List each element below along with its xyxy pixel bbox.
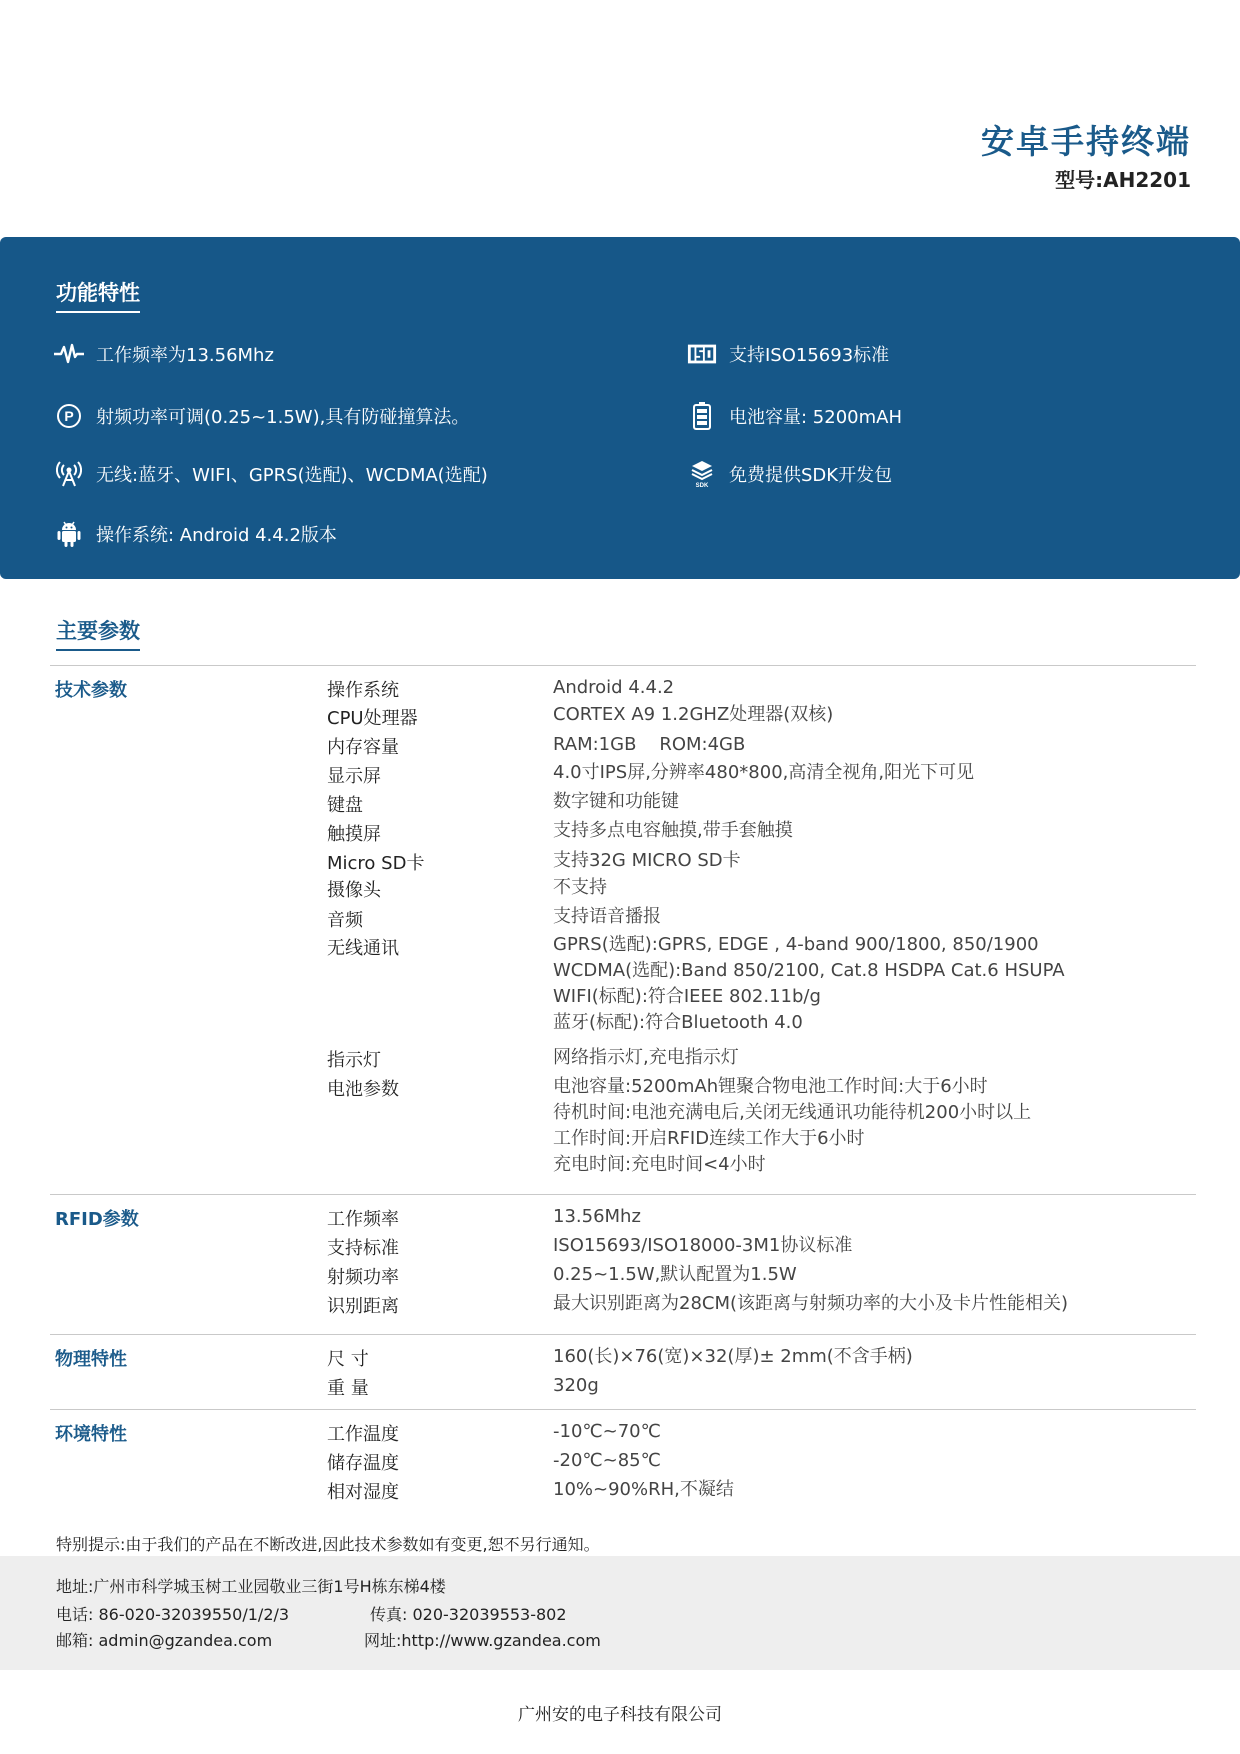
spec-table bbox=[50, 665, 1196, 1510]
group-name: 环境特性 bbox=[55, 1424, 127, 1445]
feature-frequency bbox=[54, 339, 274, 369]
spec-label: 识别距离 bbox=[327, 1296, 399, 1317]
group-name: RFID参数 bbox=[55, 1209, 139, 1230]
spec-value: -20℃~85℃ bbox=[553, 1450, 661, 1471]
spec-label: 操作系统 bbox=[327, 680, 399, 701]
feature-os bbox=[54, 519, 337, 549]
feature-text: 免费提供SDK开发包 bbox=[729, 465, 893, 486]
feature-battery bbox=[687, 401, 902, 431]
spec-label: CPU处理器 bbox=[327, 708, 418, 729]
spec-label: 音频 bbox=[327, 910, 363, 931]
spec-label: 电池参数 bbox=[327, 1079, 399, 1100]
feature-text: 电池容量: 5200mAH bbox=[729, 407, 902, 428]
waveform-icon bbox=[54, 339, 84, 369]
svg-text:SDK: SDK bbox=[695, 483, 709, 488]
spec-value: 支持多点电容触摸,带手套触摸 bbox=[553, 820, 793, 841]
spec-value: GPRS(选配):GPRS, EDGE , 4-band 900/1800, 850/1900 WCDMA(选配):Band 850/2100, Cat.8 HSDPA Cat.6 HSUPA WIFI(标配):符合IEEE 802.11b/g 蓝牙(标配):符合Bluetooth 4.0 bbox=[553, 934, 1065, 1033]
feature-text: 支持ISO15693标准 bbox=[729, 345, 890, 366]
spec-label: 内存容量 bbox=[327, 737, 399, 758]
group-name: 物理特性 bbox=[55, 1349, 127, 1370]
antenna-icon bbox=[54, 459, 84, 489]
iso-icon bbox=[687, 339, 717, 369]
svg-text:P: P bbox=[64, 408, 74, 424]
battery-icon bbox=[687, 401, 717, 431]
feature-panel bbox=[0, 237, 1240, 579]
sdk-icon bbox=[687, 459, 717, 489]
contact-website: 网址:http://www.gzandea.com bbox=[364, 1631, 601, 1650]
spec-label: 显示屏 bbox=[327, 766, 381, 787]
spec-label: 键盘 bbox=[327, 795, 363, 816]
spec-value: 最大识别距离为28CM(该距离与射频功率的大小及卡片性能相关) bbox=[553, 1293, 1069, 1314]
spec-label: 指示灯 bbox=[327, 1050, 381, 1071]
spec-group-physical bbox=[50, 1334, 1196, 1409]
feature-text: 无线:蓝牙、WIFI、GPRS(选配)、WCDMA(选配) bbox=[96, 465, 488, 486]
spec-group-rfid bbox=[50, 1194, 1196, 1334]
spec-value: CORTEX A9 1.2GHZ处理器(双核) bbox=[553, 704, 834, 725]
spec-label: 支持标准 bbox=[327, 1238, 399, 1259]
power-p-icon bbox=[54, 401, 84, 431]
spec-value: 网络指示灯,充电指示灯 bbox=[553, 1047, 739, 1068]
spec-value: 数字键和功能键 bbox=[553, 791, 679, 812]
feature-power bbox=[54, 401, 469, 431]
feature-text: 工作频率为13.56Mhz bbox=[96, 345, 274, 366]
spec-value: 支持32G MICRO SD卡 bbox=[553, 850, 741, 871]
feature-wireless bbox=[54, 459, 488, 489]
spec-label: 触摸屏 bbox=[327, 824, 381, 845]
android-icon bbox=[54, 519, 84, 549]
model-number: 型号:AH2201 bbox=[1055, 168, 1191, 192]
feature-text: 射频功率可调(0.25~1.5W),具有防碰撞算法。 bbox=[96, 407, 470, 428]
feature-sdk bbox=[687, 459, 892, 489]
spec-label: 储存温度 bbox=[327, 1453, 399, 1474]
specs-title: 主要参数 bbox=[56, 615, 140, 651]
contact-fax: 传真: 020-32039553-802 bbox=[370, 1605, 567, 1624]
spec-label: 无线通讯 bbox=[327, 938, 399, 959]
spec-group-technical bbox=[50, 665, 1196, 1194]
spec-value: 160(长)×76(宽)×32(厚)± 2mm(不含手柄) bbox=[553, 1346, 913, 1367]
spec-value: 不支持 bbox=[553, 877, 607, 898]
spec-label: 工作温度 bbox=[327, 1424, 399, 1445]
contact-phone: 电话: 86-020-32039550/1/2/3 bbox=[56, 1605, 290, 1624]
feature-text: 操作系统: Android 4.4.2版本 bbox=[96, 525, 337, 546]
spec-value: ISO15693/ISO18000-3M1协议标准 bbox=[553, 1235, 853, 1256]
spec-group-environment bbox=[50, 1409, 1196, 1510]
spec-value: 10%~90%RH,不凝结 bbox=[553, 1479, 734, 1500]
spec-label: 摄像头 bbox=[327, 880, 381, 901]
spec-label: 射频功率 bbox=[327, 1267, 399, 1288]
spec-value: RAM:1GB ROM:4GB bbox=[553, 734, 746, 755]
company-name: 广州安的电子科技有限公司 bbox=[518, 1705, 722, 1725]
spec-value: 320g bbox=[553, 1375, 599, 1396]
features-title: 功能特性 bbox=[56, 277, 140, 313]
group-name: 技术参数 bbox=[55, 680, 127, 701]
spec-value: 支持语音播报 bbox=[553, 906, 661, 927]
notice-text: 特别提示:由于我们的产品在不断改进,因此技术参数如有变更,恕不另行通知。 bbox=[56, 1535, 600, 1554]
spec-value: 13.56Mhz bbox=[553, 1206, 641, 1227]
spec-label: 重 量 bbox=[327, 1378, 369, 1399]
spec-value: -10℃~70℃ bbox=[553, 1421, 661, 1442]
product-title: 安卓手持终端 bbox=[981, 122, 1191, 161]
spec-label: Micro SD卡 bbox=[327, 853, 425, 874]
contact-email: 邮箱: admin@gzandea.com bbox=[56, 1631, 273, 1650]
spec-value: 0.25~1.5W,默认配置为1.5W bbox=[553, 1264, 797, 1285]
spec-value: 电池容量:5200mAh锂聚合物电池工作时间:大于6小时 待机时间:电池充满电后,关闭无线通讯功能待机200小时以上 工作时间:开启RFID连续工作大于6小时 充电时间:充电时间<4小时 bbox=[553, 1076, 1032, 1175]
spec-value: Android 4.4.2 bbox=[553, 677, 675, 698]
spec-value: 4.0寸IPS屏,分辨率480*800,高清全视角,阳光下可见 bbox=[553, 762, 975, 783]
feature-iso bbox=[687, 339, 889, 369]
spec-label: 相对湿度 bbox=[327, 1482, 399, 1503]
spec-label: 尺 寸 bbox=[327, 1349, 369, 1370]
contact-band bbox=[0, 1556, 1240, 1670]
contact-address: 地址:广州市科学城玉树工业园敬业三街1号H栋东梯4楼 bbox=[56, 1577, 446, 1596]
spec-label: 工作频率 bbox=[327, 1209, 399, 1230]
header bbox=[981, 122, 1191, 193]
